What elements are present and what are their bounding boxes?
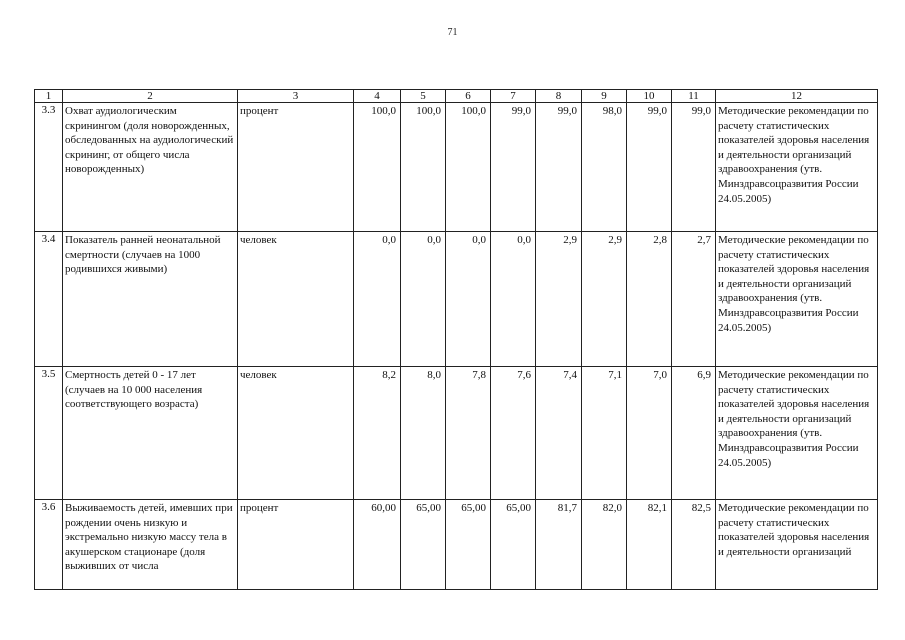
value-cell: 0,0 bbox=[491, 232, 536, 367]
page-number: 71 bbox=[447, 27, 458, 38]
row-number: 3.4 bbox=[35, 232, 63, 367]
value-cell: 100,0 bbox=[354, 103, 401, 232]
header-cell: 12 bbox=[716, 90, 878, 103]
value-cell: 82,1 bbox=[627, 500, 672, 590]
header-cell: 9 bbox=[582, 90, 627, 103]
source-cell: Методические рекомендации по расчету статистических показателей здоровья населения и деятельности организаций здравоохранения (утв. Минздравсоцразвития России 24.05.2005) bbox=[716, 232, 878, 367]
value-cell: 60,00 bbox=[354, 500, 401, 590]
value-cell: 7,1 bbox=[582, 367, 627, 500]
value-cell: 99,0 bbox=[627, 103, 672, 232]
value-cell: 7,8 bbox=[446, 367, 491, 500]
source-cell: Методические рекомендации по расчету статистических показателей здоровья населения и деятельности организаций здравоохранения (утв. Минздравсоцразвития России 24.05.2005) bbox=[716, 367, 878, 500]
table-row bbox=[35, 103, 878, 232]
header-cell: 6 bbox=[446, 90, 491, 103]
header-cell: 7 bbox=[491, 90, 536, 103]
value-cell: 65,00 bbox=[491, 500, 536, 590]
value-cell: 82,0 bbox=[582, 500, 627, 590]
value-cell: 100,0 bbox=[446, 103, 491, 232]
source-cell: Методические рекомендации по расчету статистических показателей здоровья населения и деятельности организаций bbox=[716, 500, 878, 590]
value-cell: 2,9 bbox=[536, 232, 582, 367]
value-cell: 0,0 bbox=[401, 232, 446, 367]
unit-cell: процент bbox=[238, 103, 354, 232]
value-cell: 2,8 bbox=[627, 232, 672, 367]
value-cell: 2,9 bbox=[582, 232, 627, 367]
header-cell: 8 bbox=[536, 90, 582, 103]
value-cell: 81,7 bbox=[536, 500, 582, 590]
source-cell: Методические рекомендации по расчету статистических показателей здоровья населения и деятельности организаций здравоохранения (утв. Минздравсоцразвития России 24.05.2005) bbox=[716, 103, 878, 232]
value-cell: 82,5 bbox=[672, 500, 716, 590]
header-cell: 4 bbox=[354, 90, 401, 103]
header-cell: 2 bbox=[63, 90, 238, 103]
unit-cell: человек bbox=[238, 232, 354, 367]
value-cell: 7,4 bbox=[536, 367, 582, 500]
value-cell: 99,0 bbox=[536, 103, 582, 232]
unit-cell: человек bbox=[238, 367, 354, 500]
value-cell: 2,7 bbox=[672, 232, 716, 367]
row-number: 3.5 bbox=[35, 367, 63, 500]
table-row bbox=[35, 232, 878, 367]
value-cell: 99,0 bbox=[672, 103, 716, 232]
value-cell: 65,00 bbox=[401, 500, 446, 590]
value-cell: 7,0 bbox=[627, 367, 672, 500]
unit-cell: процент bbox=[238, 500, 354, 590]
value-cell: 6,9 bbox=[672, 367, 716, 500]
value-cell: 7,6 bbox=[491, 367, 536, 500]
header-cell: 3 bbox=[238, 90, 354, 103]
header-cell: 10 bbox=[627, 90, 672, 103]
indicator-name: Охват аудиологическим скринингом (доля новорожденных, обследованных на аудиологический скрининг, от общего числа новорожденных) bbox=[63, 103, 238, 232]
value-cell: 0,0 bbox=[446, 232, 491, 367]
value-cell: 100,0 bbox=[401, 103, 446, 232]
table-row bbox=[35, 367, 878, 500]
table-row bbox=[35, 500, 878, 590]
header-cell: 1 bbox=[35, 90, 63, 103]
value-cell: 99,0 bbox=[491, 103, 536, 232]
header-cell: 5 bbox=[401, 90, 446, 103]
value-cell: 8,2 bbox=[354, 367, 401, 500]
value-cell: 65,00 bbox=[446, 500, 491, 590]
row-number: 3.3 bbox=[35, 103, 63, 232]
value-cell: 98,0 bbox=[582, 103, 627, 232]
indicator-name: Выживаемость детей, имевших при рождении очень низкую и экстремально низкую массу тела в акушерском стационаре (доля выживших от числа bbox=[63, 500, 238, 590]
indicators-table bbox=[34, 89, 878, 590]
value-cell: 0,0 bbox=[354, 232, 401, 367]
row-number: 3.6 bbox=[35, 500, 63, 590]
value-cell: 8,0 bbox=[401, 367, 446, 500]
indicator-name: Показатель ранней неонатальной смертности (случаев на 1000 родившихся живыми) bbox=[63, 232, 238, 367]
indicator-name: Смертность детей 0 - 17 лет (случаев на 10 000 населения соответствующего возраста) bbox=[63, 367, 238, 500]
header-cell: 11 bbox=[672, 90, 716, 103]
header-row bbox=[35, 90, 878, 103]
